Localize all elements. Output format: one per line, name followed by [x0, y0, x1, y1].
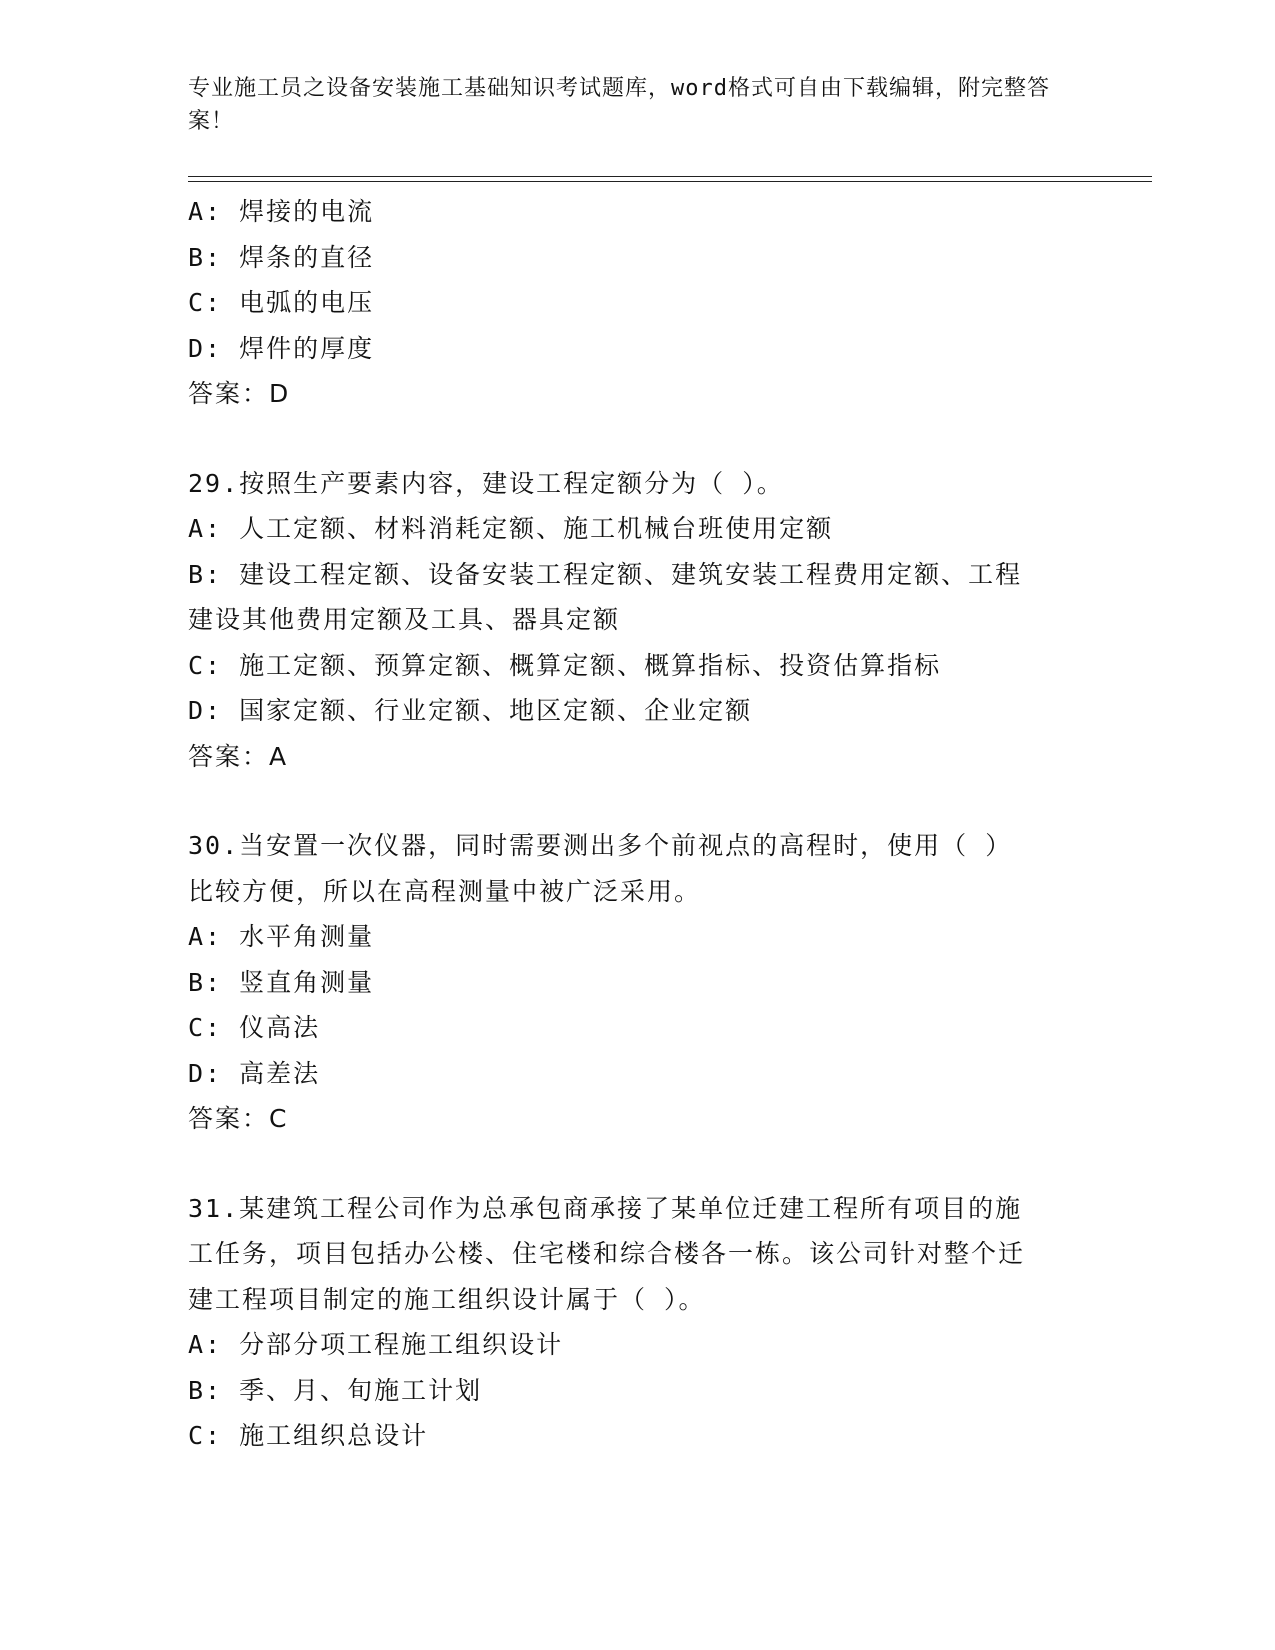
question-text: 31.某建筑工程公司作为总承包商承接了某单位迁建工程所有项目的施工任务，项目包括办公楼、住宅楼和综合楼各一栋。该公司针对整个迁建工程项目制定的施工组织设计属于（ ）。 — [188, 1193, 1026, 1314]
question-31 — [188, 1186, 1088, 1459]
spacer — [188, 779, 1088, 823]
question-29 — [188, 461, 1088, 780]
answer-line: 答案：A — [188, 741, 289, 771]
option-b: B: 建设工程定额、设备安装工程定额、建筑安装工程费用定额、工程建设其他费用定额及工具、器具定额 — [188, 559, 1023, 634]
option-c: C: 施工组织总设计 — [188, 1421, 429, 1450]
answer-line: 答案：C — [188, 1104, 289, 1133]
spacer — [188, 417, 1088, 461]
header-rule-top — [188, 176, 1152, 177]
option-b: B: 焊条的直径 — [188, 242, 375, 272]
option-a: A: 水平角测量 — [188, 922, 375, 951]
option-a: A: 分部分项工程施工组织设计 — [188, 1330, 564, 1359]
spacer — [188, 1142, 1088, 1186]
option-b: B: 季、月、旬施工计划 — [188, 1375, 483, 1405]
option-c: C: 仪高法 — [188, 1013, 321, 1042]
question-28 — [188, 189, 1088, 417]
option-a: A: 焊接的电流 — [188, 197, 375, 226]
header-rule-bottom — [188, 181, 1152, 182]
option-c: C: 电弧的电压 — [188, 288, 375, 317]
option-d: D: 高差法 — [188, 1058, 321, 1088]
option-c: C: 施工定额、预算定额、概算定额、概算指标、投资估算指标 — [188, 650, 942, 680]
answer-line: 答案：D — [188, 379, 291, 408]
question-text: 30.当安置一次仪器，同时需要测出多个前视点的高程时，使用（ ）比较方便，所以在高程测量中被广泛采用。 — [188, 831, 1013, 906]
question-content — [188, 189, 1088, 1459]
option-a: A: 人工定额、材料消耗定额、施工机械台班使用定额 — [188, 514, 834, 543]
question-30 — [188, 823, 1088, 1142]
question-text: 29.按照生产要素内容，建设工程定额分为（ ）。 — [188, 468, 784, 498]
option-b: B: 竖直角测量 — [188, 967, 375, 997]
option-d: D: 国家定额、行业定额、地区定额、企业定额 — [188, 696, 753, 725]
page-header: 专业施工员之设备安装施工基础知识考试题库，word格式可自由下载编辑，附完整答案！ — [188, 76, 1050, 134]
option-d: D: 焊件的厚度 — [188, 333, 375, 363]
